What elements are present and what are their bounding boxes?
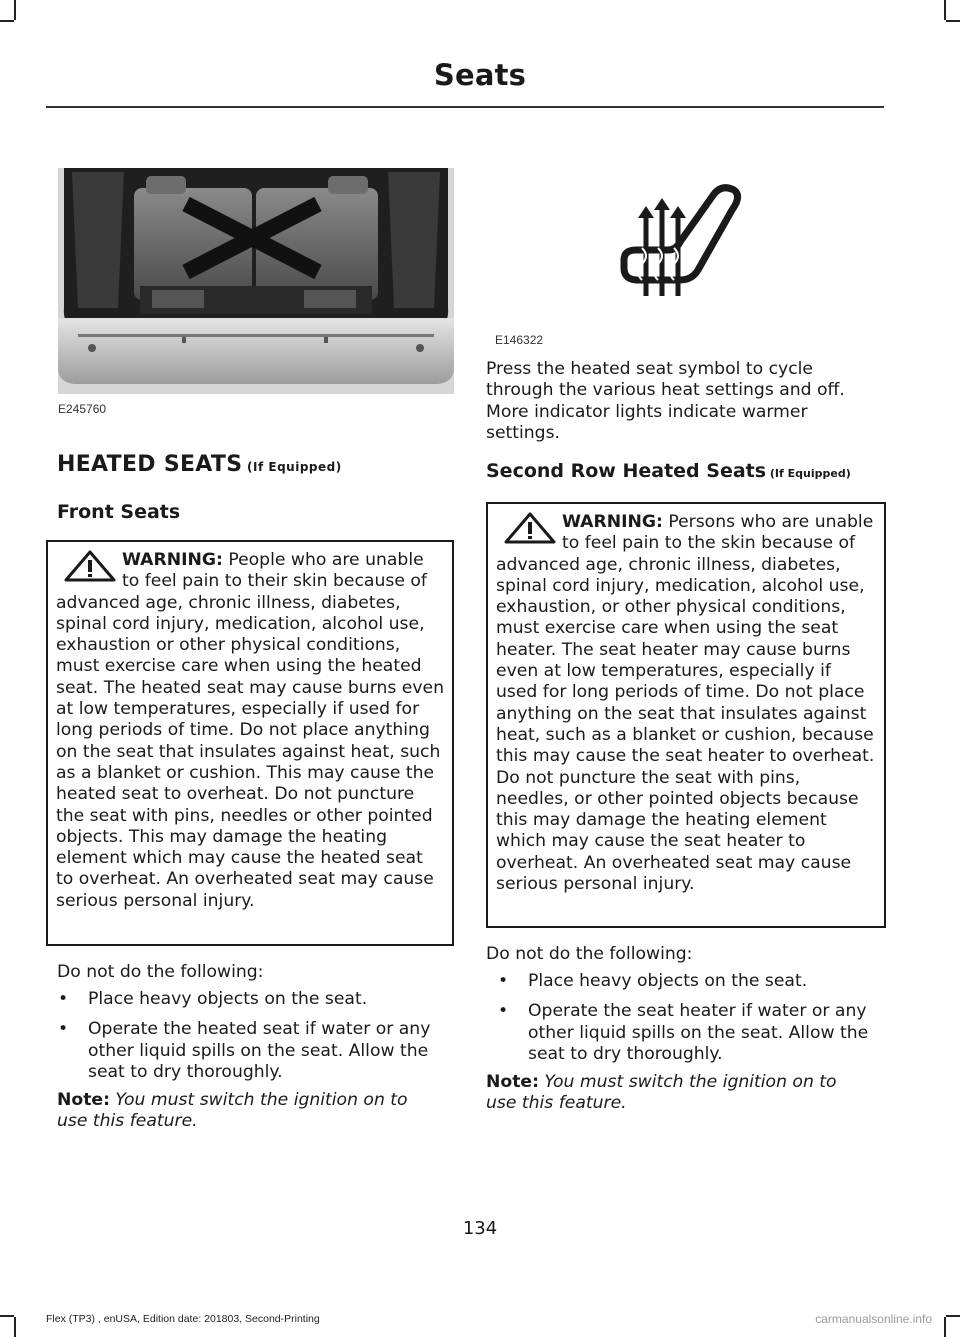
- figure-code: E245760: [58, 402, 107, 416]
- intro-text: Do not do the following:: [57, 962, 264, 982]
- subheading-qualifier: (If Equipped): [766, 467, 851, 480]
- warning-box: [486, 502, 886, 928]
- footer-edition: Flex (TP3) , enUSA, Edition date: 201803, Second-Printing: [46, 1313, 320, 1325]
- intro-text: Do not do the following:: [486, 944, 693, 964]
- page-title: Seats: [433, 58, 527, 92]
- section-heading-text: HEATED SEATS: [57, 452, 243, 477]
- list-item-text: Place heavy objects on the seat.: [88, 989, 368, 1009]
- list-item-text: Operate the seat heater if water or any other liquid spills on the seat. Allow the seat to dry thoroughly.: [528, 1001, 869, 1064]
- note-label: Note:: [57, 1090, 110, 1110]
- warning-text: People who are unable to feel pain to their skin because of advanced age, chronic illness, diabetes, spinal cord injury, medication, alcohol use, exhaustion or other physical conditions, must exercise care when using the heated seat. The heated seat may cause burns even at low temperatures, especially if used for long periods of time. Do not place anything on the seat that insulates against heat, such as a blanket or cushion. This may cause the heated seat to overheat. Do not puncture the seat with pins, needles or other pointed objects. This may damage the heating element which may cause the heated seat to overheat. An overheated seat may cause serious personal injury.: [56, 550, 444, 911]
- list-item: • Place heavy objects on the seat.: [58, 989, 368, 1009]
- warning-label: WARNING:: [122, 550, 223, 570]
- bullet-list: [46, 989, 454, 1092]
- crop-mark: [0, 1315, 14, 1317]
- cargo-area-seats-figure: [58, 168, 454, 394]
- watermark: carmanualsonline.info: [815, 1312, 932, 1326]
- note-text: You must switch the ignition on to use this feature.: [57, 1090, 408, 1132]
- subheading-second-row: [486, 460, 851, 482]
- crop-mark: [944, 1317, 946, 1337]
- page-number: 134: [462, 1218, 498, 1239]
- list-item: • Place heavy objects on the seat.: [498, 971, 808, 991]
- list-item-text: Place heavy objects on the seat.: [528, 971, 808, 991]
- section-qualifier: (If Equipped): [242, 460, 342, 474]
- crop-mark: [0, 20, 14, 22]
- crop-mark: [944, 0, 946, 20]
- section-heading: [57, 452, 342, 477]
- note-text: You must switch the ignition on to use this feature.: [486, 1072, 837, 1114]
- note: [57, 1090, 437, 1133]
- list-item: • Operate the heated seat if water or any other liquid spills on the seat. Allow the seat to dry thoroughly.: [58, 1019, 431, 1082]
- figure-code: E146322: [495, 333, 544, 347]
- heated-seat-description: Press the heated seat symbol to cycle through the various heat settings and off. More indicator lights indicate warmer settings.: [486, 359, 845, 443]
- warning-triangle-icon: [502, 512, 558, 544]
- crop-mark: [946, 1315, 960, 1317]
- heated-seat-icon: [616, 178, 756, 304]
- bullet-list: [486, 971, 884, 1074]
- subheading-front-seats: Front Seats: [57, 501, 181, 523]
- header-divider: [46, 106, 884, 108]
- warning-box: [46, 540, 454, 946]
- crop-mark: [14, 1317, 16, 1337]
- note-label: Note:: [486, 1072, 539, 1092]
- list-item: • Operate the seat heater if water or any other liquid spills on the seat. Allow the seat to dry thoroughly.: [498, 1001, 869, 1064]
- warning-text: Persons who are unable to feel pain to the skin because of advanced age, chronic illness, diabetes, spinal cord injury, medication, alcohol use, exhaustion, or other physical conditions, must exercise care when using the seat heater. The seat heater may cause burns even at low temperatures, especially if used for long periods of time. Do not place anything on the seat that insulates against heat, such as a blanket or cushion, because this may cause the seat heater to overheat. Do not puncture the seat with pins, needles, or other pointed objects because this may damage the heating element which may cause the seat heater to overheat. An overheated seat may cause serious personal injury.: [496, 512, 875, 895]
- list-item-text: Operate the heated seat if water or any other liquid spills on the seat. Allow the seat to dry thoroughly.: [88, 1019, 431, 1082]
- crop-mark: [946, 20, 960, 22]
- note: [486, 1072, 866, 1115]
- crop-mark: [14, 0, 16, 20]
- warning-triangle-icon: [62, 550, 118, 582]
- warning-label: WARNING:: [562, 512, 663, 532]
- subheading-text: Second Row Heated Seats: [486, 460, 767, 482]
